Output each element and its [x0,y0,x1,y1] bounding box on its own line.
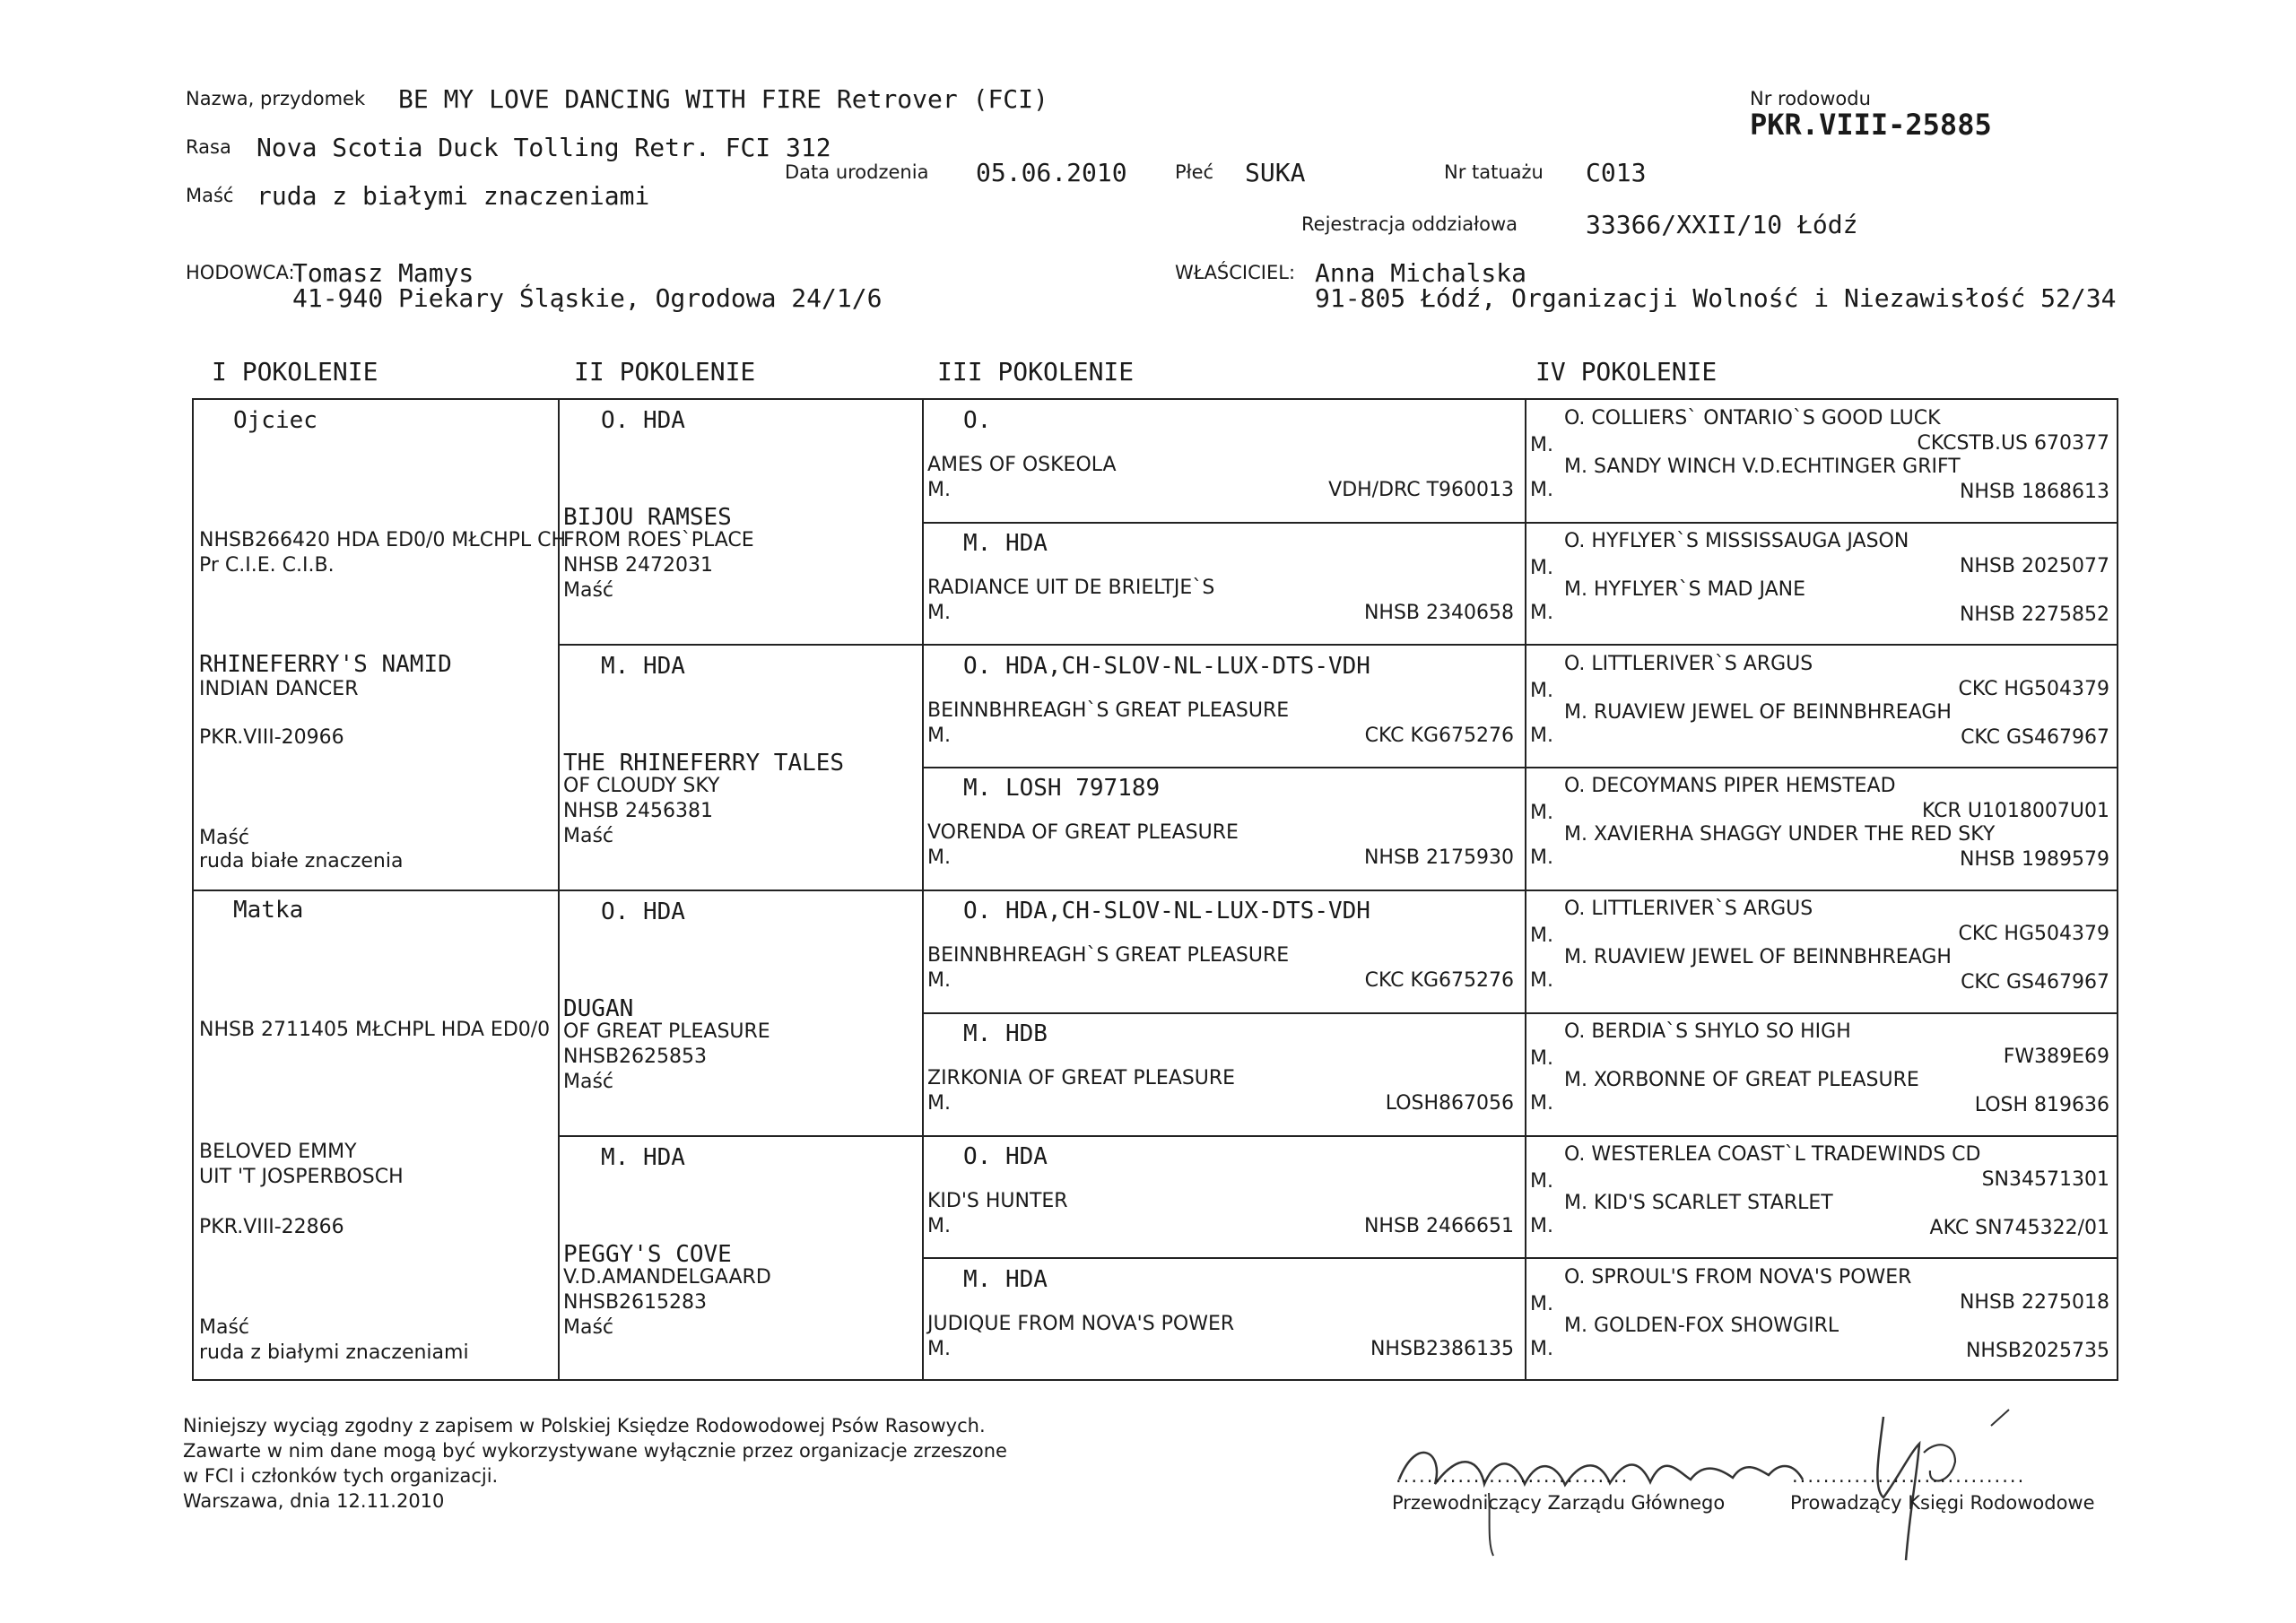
dob-label: Data urodzenia [785,161,929,183]
gen3-registration: VDH/DRC T960013 [1328,479,1514,501]
gen2-name: DUGAN [563,995,634,1022]
footer-statement-1: Niniejszy wyciąg zgodny z zapisem w Polskiej Księdze Rodowodowej Psów Rasowych. [183,1415,986,1436]
gen3-prefix: M. HDA [963,530,1048,557]
gen4-dam-registration: NHSB 1989579 [1959,848,2109,871]
generation-1-header: I POKOLENIE [212,357,378,386]
gen2-prefix: O. HDA [601,898,685,925]
gen3-prefix: M. LOSH 797189 [963,775,1161,802]
gen3-registration: NHSB 2340658 [1363,602,1514,624]
gen3-m-marker: M. [927,969,951,992]
gen4-dam: M. RUAVIEW JEWEL OF BEINNBHREAGH [1564,701,1952,724]
breeder-label: HODOWCA: [186,262,295,283]
gen3-name: RADIANCE UIT DE BRIELTJE`S [927,577,1215,599]
pedigree-table [192,398,2118,1381]
gen4-m-marker: M. [1530,434,1553,456]
gen3-prefix: O. HDA,CH-SLOV-NL-LUX-DTS-VDH [963,653,1370,680]
breed-label: Rasa [186,136,231,158]
gen3-name: KID'S HUNTER [927,1190,1068,1212]
gen3-m-marker: M. [927,1338,951,1360]
gen4-m-marker: M. [1530,1293,1553,1315]
gen4-m-marker: M. [1530,969,1553,992]
registration-label: Rejestracja oddziałowa [1301,213,1518,235]
owner-label: WŁAŚCICIEL: [1175,262,1296,283]
footer-statement-3: w FCI i członków tych organizacji. [183,1465,499,1487]
pedigree-number: PKR.VIII-25885 [1750,108,1992,142]
dam-heading: Matka [233,897,304,924]
gen3-name: BEINNBHREAGH`S GREAT PLEASURE [927,699,1290,722]
gen3-m-marker: M. [927,1215,951,1237]
gen4-dam: M. HYFLYER`S MAD JANE [1564,578,1805,601]
gen4-m-marker: M. [1530,1047,1553,1070]
gen4-m-marker: M. [1530,725,1553,747]
gen3-name: VORENDA OF GREAT PLEASURE [927,821,1239,844]
gen4-m-marker: M. [1530,557,1553,579]
tattoo-label: Nr tatuażu [1444,161,1544,183]
gen4-dam-registration: NHSB 2275852 [1959,603,2109,626]
gen4-sire-registration: SN34571301 [1981,1168,2109,1191]
gen4-sire: O. LITTLERIVER`S ARGUS [1564,898,1813,920]
dam-color: ruda z białymi znaczeniami [199,1341,469,1364]
gen4-dam: M. XORBONNE OF GREAT PLEASURE [1564,1069,1919,1091]
gen3-name: BEINNBHREAGH`S GREAT PLEASURE [927,944,1290,967]
gen4-dam-registration: AKC SN745322/01 [1929,1217,2109,1239]
owner-name: Anna Michalska [1315,258,1527,288]
color-label: Maść [186,185,234,206]
gen4-m-marker: M. [1530,846,1553,869]
gen3-prefix: O. HDA,CH-SLOV-NL-LUX-DTS-VDH [963,898,1370,924]
breeder-address: 41-940 Piekary Śląskie, Ogrodowa 24/1/6 [292,283,883,313]
gen4-sire: O. WESTERLEA COAST`L TRADEWINDS CD [1564,1143,1981,1166]
gen4-sire-registration: CKC HG504379 [1958,923,2109,945]
gen3-name: JUDIQUE FROM NOVA'S POWER [927,1313,1235,1335]
gen4-sire: O. LITTLERIVER`S ARGUS [1564,653,1813,675]
gen4-sire-registration: KCR U1018007U01 [1921,800,2109,822]
gen4-m-marker: M. [1530,1338,1553,1360]
gen3-registration: CKC KG675276 [1364,725,1514,747]
registration-value: 33366/XXII/10 Łódź [1586,210,1858,239]
sire-titles-2: Pr C.I.E. C.I.B. [199,554,335,577]
generation-3-header: III POKOLENIE [937,357,1135,386]
sire-color-label: Maść [199,827,250,849]
footer-statement-2: Zawarte w nim dane mogą być wykorzystywane wyłącznie przez organizacje zrzeszone [183,1440,1007,1462]
sire-name: RHINEFERRY'S NAMID [199,651,452,678]
gen4-sire-registration: FW389E69 [2003,1046,2109,1068]
gen4-m-marker: M. [1530,602,1553,624]
row-divider [558,644,2117,646]
gen3-name: ZIRKONIA OF GREAT PLEASURE [927,1067,1236,1089]
sire-heading: Ojciec [233,407,317,434]
sex-label: Płeć [1175,161,1214,183]
row-divider [558,1135,2117,1137]
gen3-prefix: M. HDA [963,1266,1048,1293]
gen4-dam-registration: CKC GS467967 [1961,971,2109,994]
gen4-m-marker: M. [1530,1215,1553,1237]
gen4-m-marker: M. [1530,924,1553,947]
color-value: ruda z białymi znaczeniami [257,181,650,211]
gen4-m-marker: M. [1530,1092,1553,1115]
gen4-sire-registration: NHSB 2275018 [1959,1291,2109,1314]
gen2-prefix: O. HDA [601,407,685,434]
owner-address: 91-805 Łódź, Organizacji Wolność i Niezawisłość 52/34 [1315,283,2117,313]
gen4-m-marker: M. [1530,479,1553,501]
breed-value: Nova Scotia Duck Tolling Retr. FCI 312 [257,133,831,162]
gen4-sire: O. SPROUL'S FROM NOVA'S POWER [1564,1266,1912,1289]
gen4-sire-registration: CKCSTB.US 670377 [1917,432,2109,455]
gen4-dam: M. GOLDEN-FOX SHOWGIRL [1564,1315,1839,1337]
gen4-sire-registration: NHSB 2025077 [1959,555,2109,577]
signature-label-1: Przewodniczący Zarządu Głównego [1392,1492,1726,1514]
gen2-name-2: OF CLOUDY SKY [563,775,720,797]
gen4-sire-registration: CKC HG504379 [1958,678,2109,700]
gen2-color: Maść [563,1071,614,1093]
gen2-name-2: V.D.AMANDELGAARD [563,1266,771,1289]
gen4-sire: O. BERDIA`S SHYLO SO HIGH [1564,1020,1851,1043]
signature-line-2: .............................. [1792,1465,2026,1487]
dog-name: BE MY LOVE DANCING WITH FIRE Retrover (FCI) [398,84,1048,114]
name-label: Nazwa, przydomek [186,88,366,109]
gen2-registration: NHSB2615283 [563,1291,708,1314]
gen4-dam: M. SANDY WINCH V.D.ECHTINGER GRIFT [1564,456,1961,478]
dob-value: 05.06.2010 [976,158,1127,187]
breeder-name: Tomasz Mamys [292,258,474,288]
gen2-registration: NHSB2625853 [563,1046,708,1068]
signature-label-2: Prowadzący Księgi Rodowodowe [1790,1492,2095,1514]
gen3-prefix: O. [963,407,992,434]
gen3-m-marker: M. [927,602,951,624]
generation-2-header: II POKOLENIE [574,357,756,386]
gen3-registration: NHSB 2466651 [1363,1215,1514,1237]
gen4-sire: O. HYFLYER`S MISSISSAUGA JASON [1564,530,1909,552]
gen4-sire: O. DECOYMANS PIPER HEMSTEAD [1564,775,1896,797]
row-divider [922,767,2117,768]
tattoo-value: C013 [1586,158,1647,187]
dam-name: BELOVED EMMY [199,1141,357,1163]
gen4-dam: M. RUAVIEW JEWEL OF BEINNBHREAGH [1564,946,1952,968]
gen4-dam-registration: CKC GS467967 [1961,726,2109,749]
gen2-name: BIJOU RAMSES [563,504,732,531]
row-divider [922,1257,2117,1259]
gen4-dam-registration: NHSB 1868613 [1959,481,2109,503]
row-divider-major [194,890,2117,891]
gen2-registration: NHSB 2472031 [563,554,714,577]
gen3-m-marker: M. [927,479,951,501]
gen2-color: Maść [563,1316,614,1339]
sire-color: ruda białe znaczenia [199,850,404,872]
gen4-m-marker: M. [1530,680,1553,702]
gen2-name-2: OF GREAT PLEASURE [563,1020,770,1043]
gen2-name: THE RHINEFERRY TALES [563,750,845,777]
gen2-color: Maść [563,825,614,847]
gen4-m-marker: M. [1530,802,1553,824]
gen3-m-marker: M. [927,725,951,747]
signature-line-1: .............................. [1396,1465,1630,1487]
gen3-registration: NHSB2386135 [1370,1338,1514,1360]
gen3-registration: NHSB 2175930 [1363,846,1514,869]
gen3-name: AMES OF OSKEOLA [927,454,1117,476]
dam-name-2: UIT 'T JOSPERBOSCH [199,1166,404,1188]
gen3-prefix: M. HDB [963,1020,1048,1047]
gen3-m-marker: M. [927,846,951,869]
sire-registration: PKR.VIII-20966 [199,726,344,749]
gen2-color: Maść [563,579,614,602]
gen4-sire: O. COLLIERS` ONTARIO`S GOOD LUCK [1564,407,1941,430]
gen3-m-marker: M. [927,1092,951,1115]
gen4-dam-registration: LOSH 819636 [1974,1094,2109,1116]
generation-4-header: IV POKOLENIE [1535,357,1718,386]
row-divider [922,522,2117,524]
gen4-dam-registration: NHSB2025735 [1965,1340,2109,1362]
gen3-prefix: O. HDA [963,1143,1048,1170]
gen3-registration: CKC KG675276 [1364,969,1514,992]
footer-place-date: Warszawa, dnia 12.11.2010 [183,1490,445,1512]
row-divider [922,1012,2117,1014]
gen4-m-marker: M. [1530,1170,1553,1193]
dam-registration: PKR.VIII-22866 [199,1216,344,1238]
sire-titles: NHSB266420 HDA ED0/0 MŁCHPL CH [199,529,567,551]
gen2-registration: NHSB 2456381 [563,800,714,822]
gen2-prefix: M. HDA [601,1144,685,1171]
gen2-name: PEGGY'S COVE [563,1241,732,1268]
gen3-registration: LOSH867056 [1385,1092,1514,1115]
dam-titles: NHSB 2711405 MŁCHPL HDA ED0/0 [199,1019,551,1041]
gen4-dam: M. XAVIERHA SHAGGY UNDER THE RED SKY [1564,823,1996,846]
gen2-prefix: M. HDA [601,653,685,680]
gen2-name-2: FROM ROES`PLACE [563,529,754,551]
sire-name-2: INDIAN DANCER [199,678,359,700]
pedigree-number-label: Nr rodowodu [1750,88,1871,109]
dam-color-label: Maść [199,1316,250,1339]
gen4-dam: M. KID'S SCARLET STARLET [1564,1192,1833,1214]
sex-value: SUKA [1245,158,1306,187]
